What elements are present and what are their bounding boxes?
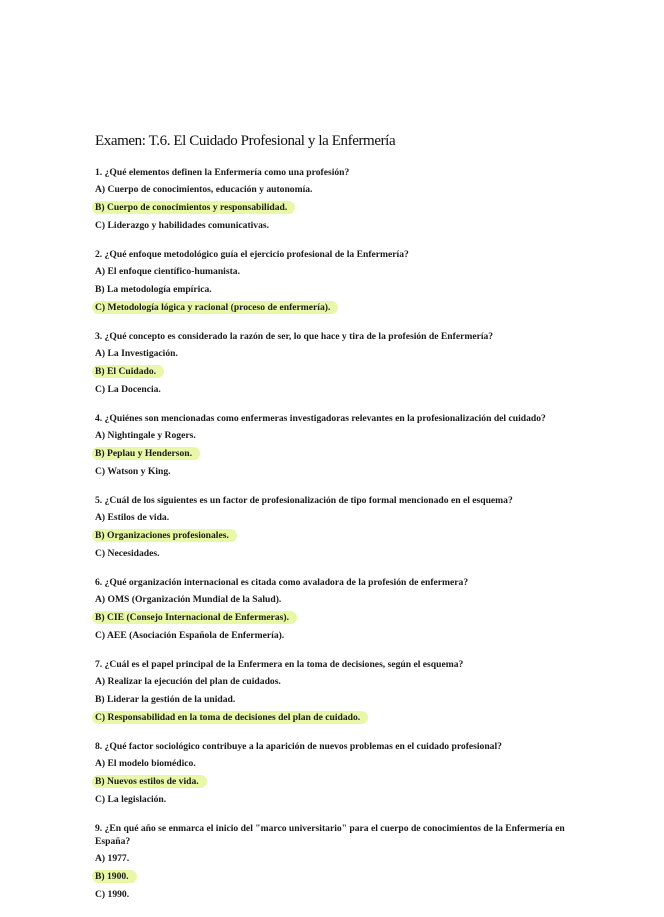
question-5: [95, 494, 575, 561]
question-3: [95, 330, 575, 397]
answer-option: C) La legislación.: [95, 794, 167, 805]
option-row: [95, 884, 575, 902]
question-text: 3. ¿Qué concepto es considerado la razón de ser, lo que hace y tira de la profesión de Enfermería?: [95, 331, 494, 342]
answer-option: A) El enfoque científico-humanista.: [95, 266, 240, 277]
question-text: 7. ¿Cuál es el papel principal de la Enfermera en la toma de decisiones, según el esquema?: [95, 659, 464, 670]
question-text: 2. ¿Qué enfoque metodológico guía el ejercicio profesional de la Enfermería?: [95, 249, 409, 260]
option-row: [95, 297, 575, 315]
option-row: [95, 179, 575, 197]
exam-document: [95, 133, 575, 917]
option-row: [95, 848, 575, 866]
answer-option: A) El modelo biomédico.: [95, 758, 196, 769]
question-text: 4. ¿Quiénes son mencionadas como enfermeras investigadoras relevantes en la profesionalización del cuidado?: [95, 413, 546, 424]
answer-option: C) La Docencia.: [95, 384, 161, 395]
answer-option: A) Nightingale y Rogers.: [95, 430, 196, 441]
answer-option: A) Cuerpo de conocimientos, educación y autonomía.: [95, 184, 313, 195]
answer-option: B) Liderar la gestión de la unidad.: [95, 694, 236, 705]
answer-option: C) Liderazgo y habilidades comunicativas.: [95, 220, 270, 231]
answer-option: C) Watson y King.: [95, 466, 171, 477]
option-row: [95, 461, 575, 479]
option-row: [95, 625, 575, 643]
question-text: 9. ¿En qué año se enmarca el inicio del "marco universitario" para el cuerpo de conocimientos de la Enfermería en España?: [95, 823, 565, 847]
option-row: [95, 279, 575, 297]
option-row: [95, 261, 575, 279]
answer-option: A) OMS (Organización Mundial de la Salud).: [95, 594, 282, 605]
option-row: [95, 343, 575, 361]
option-row: [95, 771, 575, 789]
question-text: 8. ¿Qué factor sociológico contribuye a la aparición de nuevos problemas en el cuidado profesional?: [95, 741, 502, 752]
question-text: 5. ¿Cuál de los siguientes es un factor de profesionalización de tipo formal mencionado en el esquema?: [95, 495, 513, 506]
option-row: [95, 425, 575, 443]
answer-option: A) La Investigación.: [95, 348, 178, 359]
correct-answer-option: B) Organizaciones profesionales.: [92, 529, 237, 542]
option-row: [95, 379, 575, 397]
answer-option: C) Necesidades.: [95, 548, 160, 559]
question-list: [95, 166, 575, 902]
question-1: [95, 166, 575, 233]
correct-answer-option: B) Nuevos estilos de vida.: [92, 775, 207, 788]
option-row: [95, 866, 575, 884]
correct-answer-option: B) Peplau y Henderson.: [92, 447, 200, 460]
question-6: [95, 576, 575, 643]
correct-answer-option: B) CIE (Consejo Internacional de Enfermeras).: [92, 611, 297, 624]
exam-title: Examen: T.6. El Cuidado Profesional y la Enfermería: [95, 133, 396, 149]
option-row: [95, 443, 575, 461]
answer-option: C) 1990.: [95, 889, 130, 900]
answer-option: C) AEE (Asociación Española de Enfermería).: [95, 630, 285, 641]
option-row: [95, 689, 575, 707]
option-row: [95, 361, 575, 379]
option-row: [95, 707, 575, 725]
question-4: [95, 412, 575, 479]
option-row: [95, 525, 575, 543]
question-9: [95, 822, 575, 902]
option-row: [95, 215, 575, 233]
question-7: [95, 658, 575, 725]
correct-answer-option: C) Metodología lógica y racional (proceso de enfermería).: [92, 301, 338, 314]
question-text: 1. ¿Qué elementos definen la Enfermería como una profesión?: [95, 167, 350, 178]
answer-option: A) Estilos de vida.: [95, 512, 170, 523]
correct-answer-option: B) 1900.: [92, 870, 137, 883]
question-8: [95, 740, 575, 807]
option-row: [95, 671, 575, 689]
option-row: [95, 753, 575, 771]
correct-answer-option: B) Cuerpo de conocimientos y responsabilidad.: [92, 201, 295, 214]
correct-answer-option: B) El Cuidado.: [92, 365, 164, 378]
option-row: [95, 789, 575, 807]
option-row: [95, 543, 575, 561]
correct-answer-option: C) Responsabilidad en la toma de decisiones del plan de cuidado.: [92, 711, 368, 724]
answer-option: A) 1977.: [95, 853, 130, 864]
option-row: [95, 197, 575, 215]
answer-option: A) Realizar la ejecución del plan de cuidados.: [95, 676, 281, 687]
option-row: [95, 507, 575, 525]
question-text: 6. ¿Qué organización internacional es citada como avaladora de la profesión de enfermera?: [95, 577, 469, 588]
answer-option: B) La metodología empírica.: [95, 284, 212, 295]
option-row: [95, 607, 575, 625]
option-row: [95, 589, 575, 607]
question-2: [95, 248, 575, 315]
